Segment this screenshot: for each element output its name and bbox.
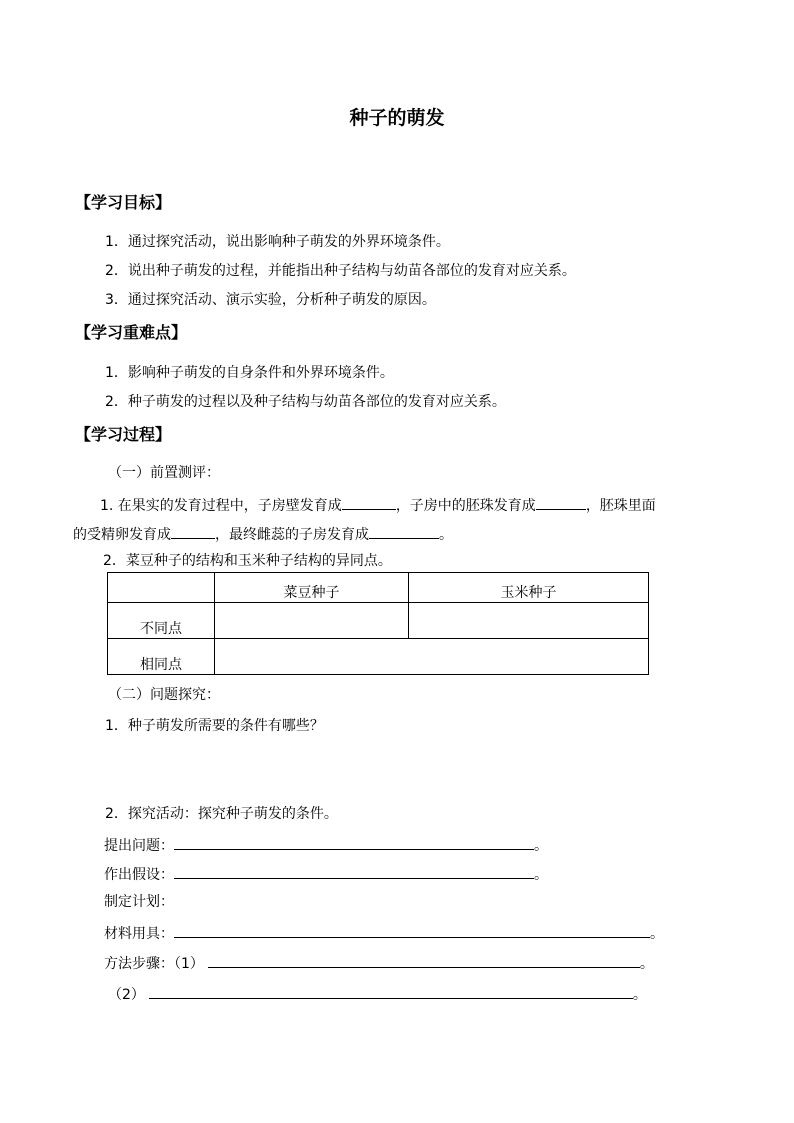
inquiry-label: （二）问题探究： xyxy=(108,687,220,703)
step1-blank[interactable] xyxy=(208,952,640,968)
comparison-table xyxy=(107,572,649,675)
period: 。 xyxy=(639,956,654,972)
q1-text-part2: ，子房中的胚珠发育成 xyxy=(395,498,536,514)
q1-text-part1: 1. 在果实的发育过程中，子房壁发育成 xyxy=(100,498,342,514)
table-header-empty xyxy=(108,573,215,603)
field-label: （2） xyxy=(108,987,145,1003)
q1-text-part5: ，最终雌蕊的子房发育成 xyxy=(215,527,369,543)
goal-item: 3．通过探究活动、演示实验，分析种子萌发的原因。 xyxy=(105,292,436,308)
pretest-q1-line2 xyxy=(73,523,453,544)
row-label-similarities: 相同点 xyxy=(108,639,215,675)
field-hypothesis xyxy=(104,863,548,884)
key-point-item: 2．种子萌发的过程以及种子结构与幼苗各部位的发育对应关系。 xyxy=(105,394,506,410)
pretest-q2: 2．菜豆种子的结构和玉米种子结构的异同点。 xyxy=(103,553,392,569)
field-materials xyxy=(104,922,664,943)
answer-blank[interactable] xyxy=(171,523,215,539)
field-label: 方法步骤：（1） xyxy=(104,956,204,972)
page-title: 种子的萌发 xyxy=(349,107,445,129)
process-heading: 【学习过程】 xyxy=(75,425,172,444)
row-label-differences: 不同点 xyxy=(108,603,215,639)
field-label: 作出假设： xyxy=(104,867,174,883)
inquiry-q1: 1．种子萌发所需要的条件有哪些？ xyxy=(105,718,324,734)
pretest-q1-line1 xyxy=(100,494,656,515)
answer-blank[interactable] xyxy=(369,523,439,539)
key-points-heading: 【学习重难点】 xyxy=(75,323,188,342)
field-label: 材料用具： xyxy=(104,926,174,942)
table-header-bean: 菜豆种子 xyxy=(215,573,409,603)
goal-item: 2．说出种子萌发的过程，并能指出种子结构与幼苗各部位的发育对应关系。 xyxy=(105,263,576,279)
field-question xyxy=(104,834,548,855)
period: 。 xyxy=(534,867,548,883)
question-blank[interactable] xyxy=(174,834,534,850)
table-cell-input[interactable] xyxy=(409,603,649,639)
field-plan: 制定计划： xyxy=(104,894,174,910)
q1-text-part3: ，胚珠里面 xyxy=(585,498,656,514)
table-cell-input[interactable] xyxy=(215,603,409,639)
inquiry-q2: 2．探究活动：探究种子萌发的条件。 xyxy=(105,806,338,822)
answer-blank[interactable] xyxy=(342,494,396,510)
materials-blank[interactable] xyxy=(174,922,650,938)
key-point-item: 1．影响种子萌发的自身条件和外界环境条件。 xyxy=(105,365,394,381)
period: 。 xyxy=(650,926,664,942)
goals-heading: 【学习目标】 xyxy=(75,193,172,212)
step2-blank[interactable] xyxy=(149,983,633,999)
table-cell-input[interactable] xyxy=(215,639,649,675)
goal-item: 1．通过探究活动，说出影响种子萌发的外界环境条件。 xyxy=(105,234,450,250)
q1-text-end: 。 xyxy=(439,527,453,543)
q1-text-part4: 的受精卵发育成 xyxy=(73,527,171,543)
field-label: 提出问题： xyxy=(104,838,174,854)
period: 。 xyxy=(632,987,647,1003)
answer-blank[interactable] xyxy=(536,494,586,510)
field-steps xyxy=(104,952,654,973)
field-step2 xyxy=(108,983,647,1004)
pretest-label: （一）前置测评： xyxy=(108,465,220,481)
hypothesis-blank[interactable] xyxy=(174,863,534,879)
period: 。 xyxy=(534,838,548,854)
table-header-corn: 玉米种子 xyxy=(409,573,649,603)
